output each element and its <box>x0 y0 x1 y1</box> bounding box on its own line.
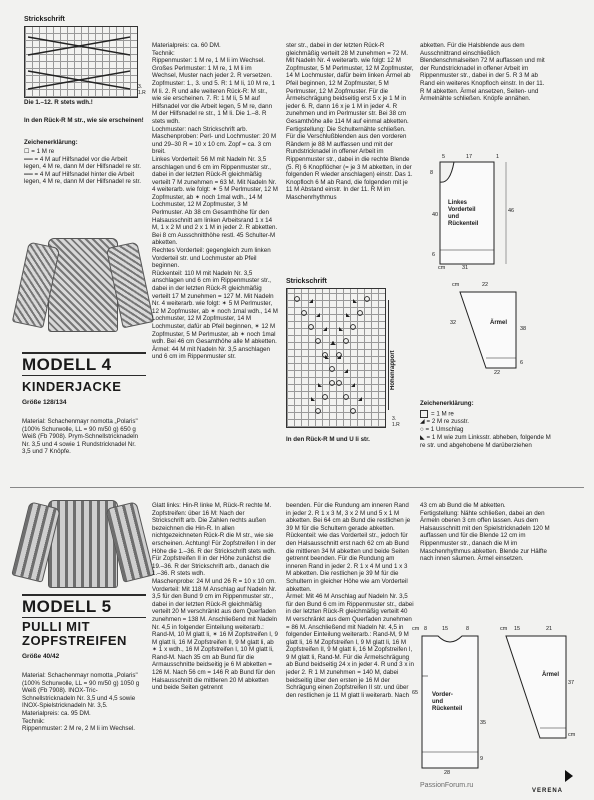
dim-label: 37 <box>568 680 575 686</box>
watermark: PassionForum.ru <box>420 782 474 789</box>
jacket-sleeve-label: Ärmel <box>490 320 508 326</box>
modell4-size: Größe 128/134 <box>22 399 67 406</box>
sweater-illustration <box>18 500 146 590</box>
sweater-body-schematic <box>412 620 492 780</box>
chart-row-markers: 3. 1.R <box>138 84 146 96</box>
dim-label: 38 <box>520 326 527 332</box>
dim-label: 8 <box>424 626 428 632</box>
dim-label: 35 <box>480 720 487 726</box>
legend-title: Zeichenerklärung: <box>24 139 78 146</box>
dim-label: 15 <box>442 626 449 632</box>
sweater-body-label: Vorder- und Rückenteil <box>432 692 463 712</box>
lace-legend <box>420 410 554 458</box>
modell5-title: MODELL 5 <box>22 597 112 616</box>
modell4-material: Material: Schachenmayr nomotta „Polaris" (100% Schurwolle, LL = 90 m/50 g) 650 g Weiß (Fb 7908). Prym-Schnellstricknadeln Nr. 3,5 und 4 sowie 1 Rundstricknadel Nr. 3,5 und 7 Knöpfe. <box>22 418 139 456</box>
dim-label: cm <box>500 626 508 632</box>
modell4-instructions-col2: Materialpreis: ca. 60 DM. Technik: Rippenmuster: 1 M re, 1 M li im Wechsel. Großes Perlmuster: 1 M re, 1 M li im Wechsel, Muster nach jeder 2. R versetzen. Zopfmuster: 1., 3. und 5. R: 1 M li, 10 M re, 1 M li. 2. R und alle weiteren Rück-R: M str., wie sie erscheinen. 7. R: 1 M li, 5 M auf Hilfsnadel vor die Arbeit legen, 5 M re, dann M der Hilfsnadel re str., 1 M li. Die 1.–8. R stets wdh. Lochmuster: nach Strickschrift arb. Maschenproben: Perl- und Lochmuster: 20 M und 29–30 R = 10 x 10 cm. Zopf = ca. 3 cm breit. Linkes Vorderteil: 56 M mit Nadeln Nr. 3,5 anschlagen und 6 cm im Rippenmuster str., dabei in der letzten Rück-R gleichmäßig verteilt 7 M zunehmen = 63 M. Mit Nadeln Nr. 4 weiterarb. wie folgt: ✶ 5 M Perlmuster, 12 M Zopfmuster, ab ✶ noch 1mal wdh., 14 M Lochmuster, 12 M Zopfmuster, 3 M Perlmuster. Ab 38 cm Gesamthöhe für den Halsausschnitt am linken Arbeitsrand 1 x 14 M, 1 x 2 M und 2 x 1 M in jeder 2. R abketten. Bei 8 cm Ausschnitthöhe restl. 45 Schulter-M abketten. Rechtes Vorderteil: gegengleich zum linken Vorderteil str. und Lochmuster ab Pfeil beginnen. Rückenteil: 110 M mit Nadeln Nr. 3,5 anschlagen und 6 cm im Rippenmuster str., dabei in der letzten Rück-R gleichmäßig verteilt 17 M zunehmen = 127 M. Mit Nadeln Nr. 4 weiterarb. wie folgt: ✶ 5 M Perlmuster, 12 M Zopfmuster, ab ✶ noch 1mal wdh., 14 M Lochmuster, 12 M Zopfmuster, 14 M Lochmuster, dafür ab Pfeil beginnen, ✶ 12 M Zopfmuster, 5 M Perlmuster, ab ✶ noch 1mal wdh. Bei 46 cm Gesamthöhe alle M abketten. Ärmel: 44 M mit Nadeln Nr. 3,5 anschlagen und 6 cm im Rippenmuster str. <box>152 42 278 361</box>
jacket-sleeve-schematic <box>420 278 560 378</box>
jacket-front-schematic-label: Linkes Vorderteil und Rückenteil <box>448 200 479 227</box>
modell5-instructions-col4: 43 cm ab Bund die M abketten. Fertigstellung: Nähte schließen, dabei an den Ärmeln oberen 3 cm offen lassen. Aus dem Halsausschnitt mit den Spielstricknadeln 120 M auffassen und für die Blende 12 cm im Rippenmuster str., danach die M im Maschenrhythmus abketten. Blende zur Hälfte nach innen säumen. Ärmel einsetzen. <box>420 502 550 563</box>
modell4-instructions-col4: abketten. Für die Halsblende aus dem Ausschnittrand einschließlich Blendenschmalseiten 72 M auffassen und mit der Rundstricknadel in offener Arbeit im Rippenmuster str., dabei in der 5. R 3 M ab Rand ein weiteres Knopfloch einstr. In der 11. R M abketten. Ärmel ansetzen, Seiten- und Ärmelnähte schließen. Knöpfe annähen. <box>420 42 545 103</box>
lace-chart-row-markers: 3. 1.R <box>392 416 400 428</box>
legend-item: = 1 M re <box>431 410 454 418</box>
k2tog-icon: ◢ <box>420 418 427 425</box>
knit-square-icon <box>420 410 428 418</box>
legend-item: = 1 Umschlag <box>425 426 464 433</box>
divider-modell4 <box>22 352 146 354</box>
dim-label: cm <box>568 732 576 738</box>
dim-label: 32 <box>450 320 457 326</box>
hoehenrapport-label: Höhenrapport <box>390 350 396 390</box>
modell5-instructions-col3: beenden. Für die Rundung am inneren Rand in jeder 2. R 1 x 3 M, 3 x 2 M und 5 x 1 M abketten. Bei 64 cm ab Bund die restlichen je 39 M für die Schultern gerade abketten. Rückenteil: wie das Vorderteil str., jedoch für den Halsausschnitt erst nach 62 cm ab Bund die mittleren 34 M abketten und beide Seiten getrennt beenden. Für die Rundung am inneren Rand in jeder 2. R 1 x 4 M und 1 x 3 M abketten. Die restlichen je 39 M für die Schultern in gleicher Höhe wie am Vorderteil abketten. Ärmel: Mit 46 M Anschlag auf Nadeln Nr. 3,5 für den Bund 6 cm im Rippenmuster str., dabei in der letzten Rück-R gleichmäßig verteilt 40 M verschränkt aus dem Querfaden zunehmen = 86 M. Anschließend mit Nadeln Nr. 4,5 in folgender Einteilung weiterarb.: Rand-M, 9 M glatt li, 16 M Zopfstreifen I, 9 M glatt li, 16 M Zopfstreifen II, 9 M glatt li, 16 M Zopfstreifen I, 9 M glatt li, Rand-M. Für die Ärmelschrägung ab Bund beidseitig 24 x in jeder 4. R und 3 x in jeder 2. R 1 M zunehmen = 140 M, dabei beidseitig über den ersten je 16 M der Schrägung einen Zopfstreifen II str. und über den restlichen je 11 M glatt li weiterarb. Nach <box>286 502 414 699</box>
section-divider <box>10 487 584 488</box>
dim-label: 17 <box>466 154 473 160</box>
modell5-material: Material: Schachenmayr nomotta „Polaris" (100% Schurwolle, LL = 90 m/50 g) 1050 g Weiß (Fb 7908). INOX-Tric-Schnellstricknadeln Nr. 3,5 und 4,5 sowie INOX-Spielstricknadeln Nr. 3,5. Materialpreis: ca. 95 DM. Technik: Rippenmuster: 2 M re, 2 M li im Wechsel. <box>22 672 140 733</box>
legend-text: ☐ = 1 M re ══ = 4 M auf Hilfsnadel vor die Arbeit legen, 4 M re, dann M der Hilfsnadel re str. ══ = 4 M auf Hilfsnadel hinter die Arbeit legen, 4 M re, dann M der Hilfsnadel re str. <box>24 148 141 186</box>
legend-item: = 2 M re zusstr. <box>426 418 469 425</box>
dim-label: 22 <box>482 282 489 288</box>
height-repeat-bracket <box>388 300 389 410</box>
yarn-over-icon: ○ <box>420 426 426 433</box>
dim-label: 46 <box>508 208 515 214</box>
brand-logo: VERENA <box>532 788 564 794</box>
lace-chart <box>286 288 386 428</box>
jacket-illustration <box>18 238 148 338</box>
lace-legend-title: Zeichenerklärung: <box>420 400 474 407</box>
dim-label: 9 <box>480 756 484 762</box>
modell5-subtitle: PULLI MIT ZOPFSTREIFEN <box>22 619 127 648</box>
sweater-sleeve-schematic <box>500 620 580 750</box>
dim-label: cm <box>412 626 420 632</box>
page-arrow-icon <box>565 770 573 782</box>
modell5-instructions-col2: Glatt links: Hin-R linke M, Rück-R rechte M. Zopfstreifen: über 16 M: Nach der Strickschrift arb. Die Zahlen rechts außen bezeichnen die Hin-R. In allen nichtgezeichneten Rück-R die M str., wie sie erscheinen. Achtung! Für Zopfstreifen I in der Höhe die 1.–36. R der Strickschrift stets wdh. Für Zopfstreifen II in der Höhe zunächst die 19.–36. R der Strickschrift arb., danach die 1.–36. R stets wdh. Maschenprobe: 24 M und 26 R = 10 x 10 cm. Vorderteil: Mit 118 M Anschlag auf Nadeln Nr. 3,5 für den Bund 9 cm im Rippenmuster str., dabei in der letzten Rück-R gleichmäßig verteilt 20 M verschränkt aus dem Querfaden zunehmen = 138 M. Anschließend mit Nadeln Nr. 4,5 in folgender Einteilung weiterarb.: Rand-M, 10 M glatt li, ✶ 16 M Zopfstreifen I, 9 M glatt li, 16 M Zopfstreifen II, 9 M glatt li, ab ✶ 1 x wdh., 16 M Zopfstreifen I, 10 M glatt li, Rand-M. Nach 35 cm ab Bund für die Armausschnitte beidseitig je 6 M abketten = 126 M. Nach 56 cm = 146 R ab Bund für den Halsausschnitt die mittleren 20 M abketten und beide Seiten getrennt <box>152 502 278 692</box>
dim-label: 15 <box>514 626 521 632</box>
lace-chart-note: In den Rück-R M und U li str. <box>286 436 370 443</box>
dim-label: 65 <box>412 690 419 696</box>
sweater-sleeve-label: Ärmel <box>542 672 560 678</box>
jacket-front-schematic <box>420 152 560 272</box>
divider-modell5-b <box>22 617 146 618</box>
dim-label: 8 <box>466 626 470 632</box>
dim-label: 40 <box>432 212 439 218</box>
rows-note: Die 1.–12. R stets wdh.! <box>24 99 93 106</box>
dim-label: 8 <box>430 170 434 176</box>
dim-label: 1 <box>496 154 500 160</box>
dim-label: cm <box>452 282 460 288</box>
strickschrift-title: Strickschrift <box>24 16 65 23</box>
modell4-instructions-col3: ster str., dabei in der letzten Rück-R gleichmäßig verteilt 28 M zunehmen = 72 M. Mit Nadeln Nr. 4 weiterarb. wie folgt: 12 M Zopfmuster, 5 M Perlmuster, 12 M Zopfmuster, 14 M Lochmuster, dafür beim linken Ärmel ab Pfeil beginnen, 12 M Zopfmuster, 5 M Perlmuster, 12 M Zopfmuster. Für die Ärmelschrägung beidseitig erst 5 x je 1 M in jeder 6. R, dann 16 x je 1 M in jeder 4. R zunehmen und im Perlmuster str. Bei 38 cm Gesamthöhe alle 114 M auf einmal abketten. Fertigstellung: Die Schulternähte schließen. Für die Verschlußblenden aus den vorderen Rändern je 88 M auffassen und mit der Rundstricknadel in offener Arbeit im Rippenmuster str., dabei in die rechte Blende (5. R) 6 Knopflöcher (= je 3 M abketten, in der folgenden R wieder anschlagen) einstr. Das 1. Knopfloch 6 M ab Rand, die folgenden mit je 11 M Abstand einstr. In der 11. R M im Maschenrhythmus <box>286 42 414 201</box>
divider-modell5 <box>22 594 146 596</box>
modell5-size: Größe 40/42 <box>22 653 60 660</box>
dim-label: cm <box>438 265 446 271</box>
modell4-subtitle: KINDERJACKE <box>22 379 122 394</box>
dim-label: 28 <box>444 770 451 776</box>
dim-label: 5 <box>442 154 446 160</box>
legend-item: = 1 M wie zum Linksstr. abheben, folgende M re str. und abgehobene M darüberziehen <box>420 434 551 449</box>
dim-label: 22 <box>494 370 501 376</box>
dim-label: 6 <box>432 252 436 258</box>
divider-modell4-b <box>22 375 146 376</box>
back-rows-note: In den Rück-R M str., wie sie erscheinen! <box>24 117 144 124</box>
modell4-title: MODELL 4 <box>22 355 112 374</box>
dim-label: 6 <box>520 360 524 366</box>
strickschrift-title-2: Strickschrift <box>286 278 327 285</box>
dim-label: 21 <box>546 626 553 632</box>
knitting-chart-small <box>24 26 138 98</box>
dim-label: 31 <box>462 265 469 271</box>
skp-icon: ◣ <box>420 434 427 441</box>
